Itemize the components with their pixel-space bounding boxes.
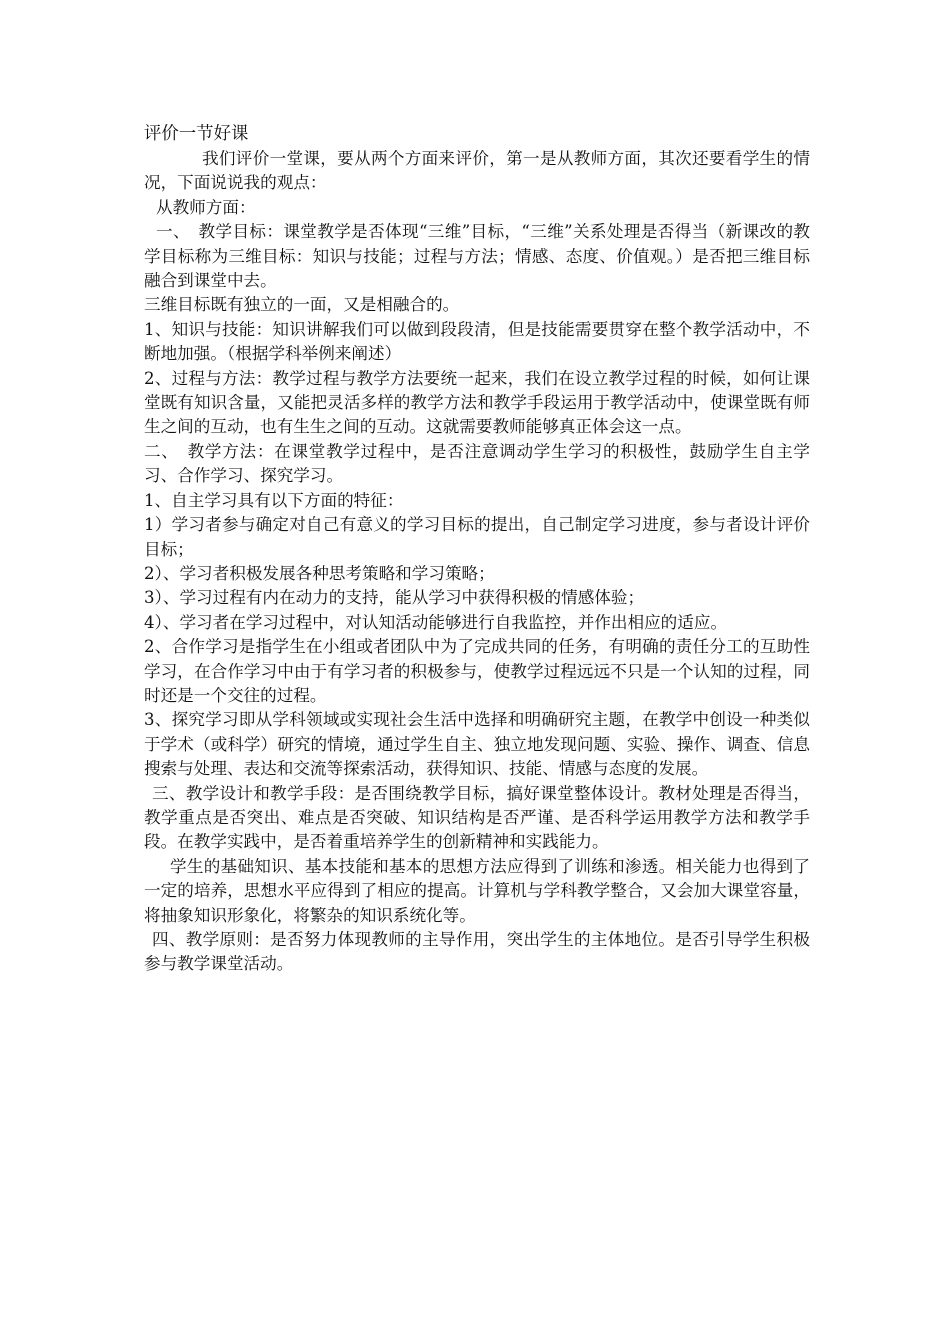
paragraph-section-2: 二、 教学方法：在课堂教学过程中，是否注意调动学生学习的积极性，鼓励学生自主学习、合作学习、探究学习。 [144,441,810,486]
paragraph: 学生的基础知识、基本技能和基本的思想方法应得到了训练和渗透。相关能力也得到了一定的培养，思想水平应得到了相应的提高。计算机与学科教学整合，又会加大课堂容量，将抽象知识形象化，将繁杂的知识系统化等。 [144,856,810,925]
paragraph-section-3: 三、教学设计和教学手段：是否围绕教学目标，搞好课堂整体设计。教材处理是否得当，教学重点是否突出、难点是否突破、知识结构是否严谨、是否科学运用教学方法和教学手段。在教学实践中，是否着重培养学生的创新精神和实践能力。 [144,783,810,852]
paragraph: 2、合作学习是指学生在小组或者团队中为了完成共同的任务，有明确的责任分工的互助性学习，在合作学习中由于有学习者的积极参与，使教学过程远远不只是一个认知的过程，同时还是一个交往的过程。 [144,637,810,705]
paragraph: 4）、学习者在学习过程中，对认知活动能够进行自我监控，并作出相应的适应。 [144,612,728,632]
document-body [144,122,810,977]
paragraph-intro: 我们评价一堂课，要从两个方面来评价，第一是从教师方面，其次还要看学生的情况，下面说说我的观点： [144,149,810,193]
document-title: 评价一节好课 [144,124,249,144]
paragraph: 2、过程与方法：教学过程与教学方法要统一起来，我们在设立教学过程的时候，如何让课堂既有知识含量，又能把灵活多样的教学方法和教学手段运用于教学活动中，使课堂既有师生之间的互动，也有生生之间的互动。这就需要教师能够真正体会这一点。 [144,368,810,437]
paragraph-teacher-heading: 从教师方面： [156,197,256,217]
paragraph: 3）、学习过程有内在动力的支持，能从学习中获得积极的情感体验； [144,588,645,608]
paragraph: 1）学习者参与确定对自己有意义的学习目标的提出，自己制定学习进度，参与者设计评价目标； [144,515,810,559]
paragraph-section-4: 四、教学原则：是否努力体现教师的主导作用，突出学生的主体地位。是否引导学生积极参与教学课堂活动。 [144,930,810,974]
paragraph: 三维目标既有独立的一面，又是相融合的。 [144,295,460,315]
paragraph-section-1: 一、 教学目标：课堂教学是否体现“三维”目标，“三维”关系处理是否得当（新课改的教学目标称为三维目标：知识与技能；过程与方法；情感、态度、价值观。）是否把三维目标融合到课堂中去。 [144,222,810,291]
paragraph: 2）、学习者积极发展各种思考策略和学习策略； [144,563,495,583]
paragraph: 1、知识与技能：知识讲解我们可以做到段段清，但是技能需要贯穿在整个教学活动中，不断地加强。（根据学科举例来阐述） [144,319,810,364]
paragraph: 1、自主学习具有以下方面的特征： [144,490,404,510]
paragraph: 3、探究学习即从学科领域或实现社会生活中选择和明确研究主题，在教学中创设一种类似于学术（或科学）研究的情境，通过学生自主、独立地发现问题、实验、操作、调查、信息搜索与处理、表达和交流等探索活动，获得知识、技能、情感与态度的发展。 [144,710,810,779]
